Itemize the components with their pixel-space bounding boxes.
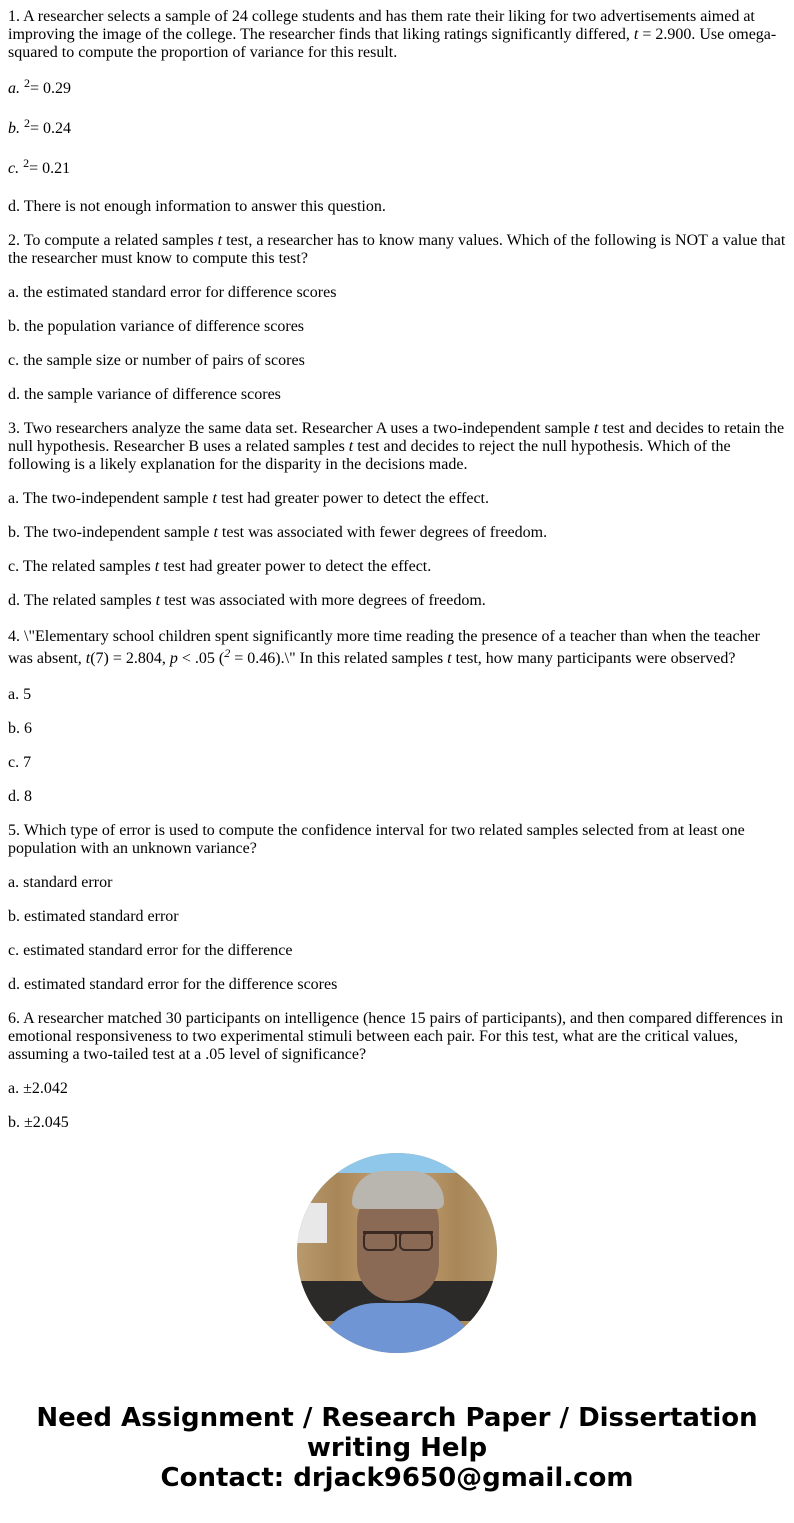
question-3-option-c: c. The related samples t test had greater power to detect the effect.: [8, 558, 432, 575]
question-5-option-d: d. estimated standard error for the difference scores: [8, 976, 338, 993]
question-1-option-c: c. $^2$= 0.21: [8, 156, 71, 177]
avatar-wall-switch: [297, 1203, 327, 1243]
question-4-option-c: c. 7: [8, 754, 32, 771]
question-6-option-a: a. ±2.042: [8, 1080, 68, 1097]
question-2-option-d: d. the sample variance of difference scores: [8, 386, 281, 403]
question-4-option-a: a. 5: [8, 686, 32, 703]
question-3-option-a: a. The two-independent sample t test had greater power to detect the effect.: [8, 490, 489, 507]
question-5-option-a: a. standard error: [8, 874, 113, 891]
avatar-hair: [352, 1171, 444, 1209]
question-2-text: 2. To compute a related samples t test, a researcher has to know many values. Which of the following is NOT a value that the researcher must know to compute this test?: [8, 232, 786, 267]
question-2-option-a: a. the estimated standard error for difference scores: [8, 284, 337, 301]
promo-contact: Contact: drjack9650@gmail.com: [160, 1463, 634, 1493]
promo-line-1: Need Assignment / Research Paper / Dissertation: [36, 1403, 758, 1433]
question-1-option-a: a. $^2$= 0.29: [8, 76, 72, 97]
question-3-option-d: d. The related samples t test was associated with more degrees of freedom.: [8, 592, 486, 609]
question-5-text: 5. Which type of error is used to compute the confidence interval for two related samples selected from at least one population with an unknown variance?: [8, 822, 745, 857]
question-3-option-b: b. The two-independent sample t test was associated with fewer degrees of freedom.: [8, 524, 548, 541]
question-3-text: 3. Two researchers analyze the same data set. Researcher A uses a two-independent sample t test and decides to retain the null hypothesis. Researcher B uses a related samples t test and decides to reject the null hypothesis. Which of the following is a likely explanation for the disparity in the decisions made.: [8, 420, 785, 473]
question-1-option-b: b. $^2$= 0.24: [8, 116, 72, 137]
question-1-option-d: d. There is not enough information to answer this question.: [8, 198, 386, 215]
question-2-option-b: b. the population variance of difference scores: [8, 318, 305, 335]
question-5-option-b: b. estimated standard error: [8, 908, 179, 925]
question-5-option-c: c. estimated standard error for the difference: [8, 942, 293, 959]
avatar: [297, 1153, 497, 1353]
glasses-icon: [363, 1231, 433, 1252]
question-2-option-c: c. the sample size or number of pairs of scores: [8, 352, 305, 369]
question-4-text: 4. \"Elementary school children spent significantly more time reading the presence of a teacher than when the teacher was absent, t(7) = 2.804, p < .05 ($^2$ = 0.46).\" In this related samples t test, how many participants were observed?: [8, 628, 761, 667]
question-6-text: 6. A researcher matched 30 participants on intelligence (hence 15 pairs of participants), and then compared differences in emotional responsiveness to two experimental stimuli between each pair. For this test, what are the critical values, assuming a two-tailed test at a .05 level of significance?: [8, 1010, 783, 1063]
promo-banner: [0, 1403, 794, 1493]
question-4-option-b: b. 6: [8, 720, 32, 737]
question-4-option-d: d. 8: [8, 788, 32, 805]
question-1-text: 1. A researcher selects a sample of 24 college students and has them rate their liking for two advertisements aimed at improving the image of the college. The researcher finds that liking ratings significantly differed, t = 2.900. Use omega-squared to compute the proportion of variance for this result.: [8, 8, 777, 61]
question-6-option-b: b. ±2.045: [8, 1114, 69, 1131]
promo-line-2: writing Help: [306, 1433, 488, 1463]
